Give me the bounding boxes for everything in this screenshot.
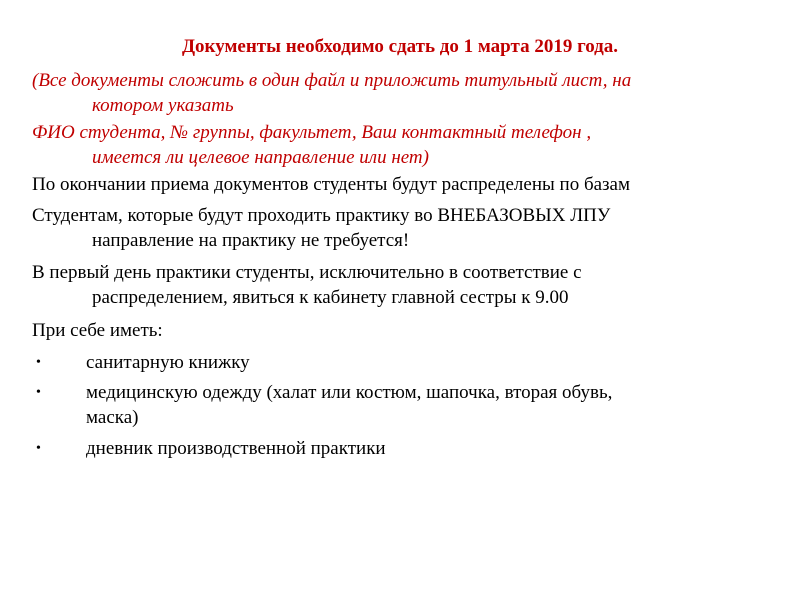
note-paragraph-1-line-2: котором указать (92, 95, 234, 116)
note-paragraph-2-line-2: имеется ли целевое направление или нет) (92, 147, 429, 168)
first-day-line-2: распределением, явиться к кабинету главной сестры к 9.00 (92, 287, 569, 308)
note-paragraph-1-line-1: (Все документы сложить в один файл и приложить титульный лист, на (32, 70, 632, 91)
bullet-icon: • (36, 441, 41, 456)
bullet-icon: • (36, 355, 41, 370)
note-paragraph-1 (32, 68, 772, 118)
list-item-text: дневник производственной практики (86, 438, 386, 459)
list-item-text: санитарную книжку (86, 352, 250, 373)
external-practice-line-2: направление на практику не требуется! (92, 230, 410, 251)
list-item-text-line-2: маска) (86, 407, 139, 428)
bring-with-heading: При себе иметь: (32, 320, 163, 341)
note-paragraph-2 (32, 120, 772, 170)
bring-with-paragraph (32, 318, 772, 343)
list-item-text (86, 380, 746, 430)
external-practice-paragraph (32, 203, 772, 253)
external-practice-line-1: Студентам, которые будут проходить практику во ВНЕБАЗОВЫХ ЛПУ (32, 205, 611, 226)
first-day-line-1: В первый день практики студенты, исключительно в соответствие с (32, 262, 582, 283)
distribution-paragraph-text: По окончании приема документов студенты будут распределены по базам (32, 174, 631, 195)
list-item-text-line-1: медицинскую одежду (халат или костюм, шапочка, вторая обувь, (86, 382, 613, 403)
slide-title: Документы необходимо сдать до 1 марта 2019 года. (181, 36, 619, 57)
first-day-paragraph (32, 260, 772, 310)
distribution-paragraph (32, 172, 772, 197)
bullet-icon: • (36, 385, 41, 400)
note-paragraph-2-line-1: ФИО студента, № группы, факультет, Ваш контактный телефон , (32, 122, 592, 143)
